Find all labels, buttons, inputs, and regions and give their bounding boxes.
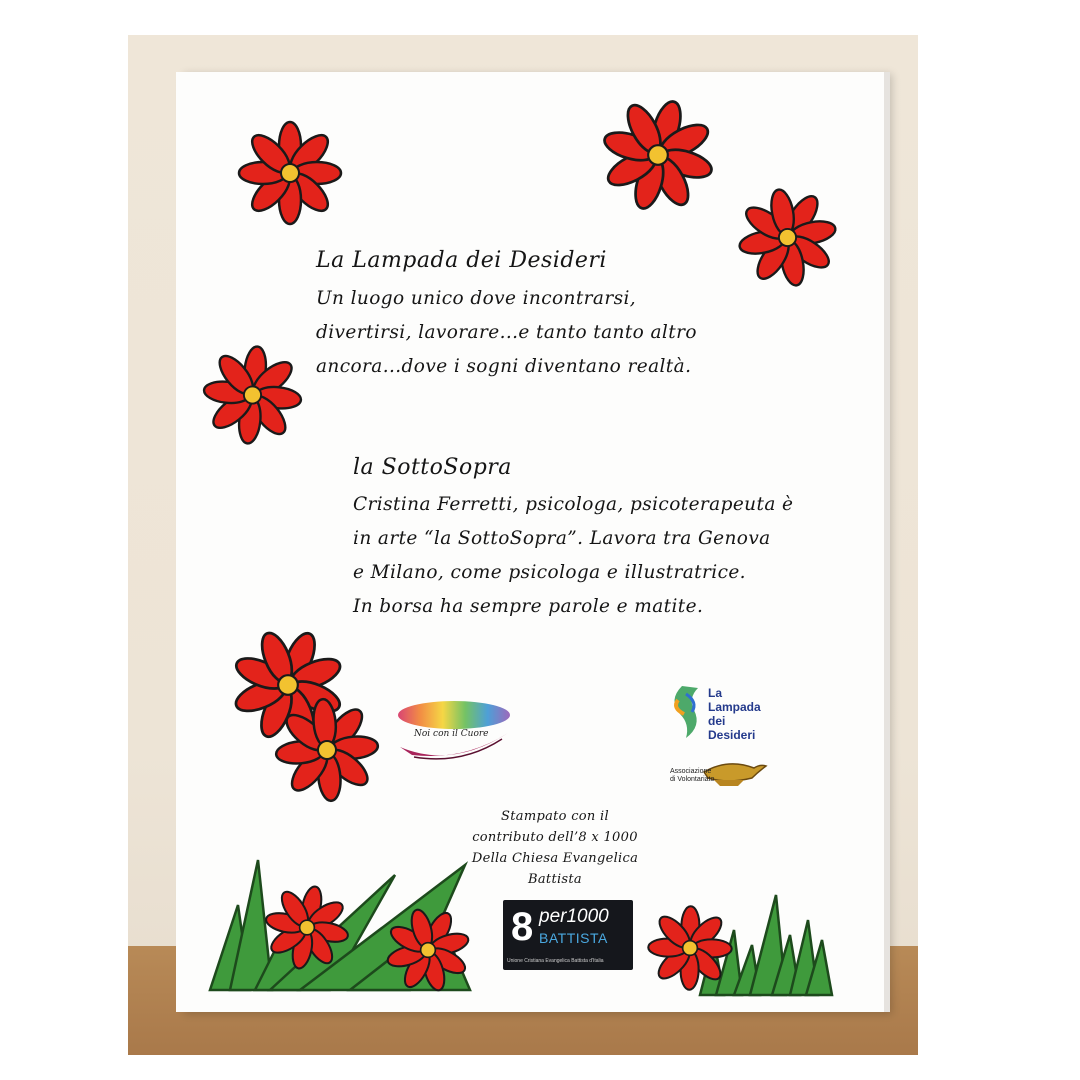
per-mille-text: per1000 [539,906,609,927]
credit-text [460,806,650,890]
credit-line: Battista [528,872,582,887]
lampada-logo-line: Desideri [708,728,756,742]
red-flower [598,95,718,215]
lampada-logo-sub-line: Associazione [670,768,712,775]
battista-text: BATTISTA [539,930,608,946]
red-flower [645,898,735,998]
lampada-logo-line: dei [708,714,726,728]
lampada-logo-sub-line: di Volontariato [670,776,715,783]
noi-con-il-cuore-logo [392,695,522,775]
section2-body [353,488,793,624]
lampada-logo-sub [670,768,714,784]
section1-line: Un luogo unico dove incontrarsi, [316,288,637,309]
section2-line: in arte “la SottoSopra”. Lavora tra Genova [353,528,771,549]
section2-title: la SottoSopra [353,455,512,480]
lampada-logo-line: Lampada [708,700,761,714]
lampada-logo [668,680,768,790]
noi-logo-text: Noi con il Cuore [414,729,489,739]
section2-line: e Milano, come psicologa e illustratrice. [353,562,746,583]
red-flower [383,905,473,995]
flower-center [300,920,315,935]
red-flower [272,695,382,805]
lampada-logo-line: La [708,686,723,700]
otto-per-mille-logo [503,900,633,970]
red-flower [735,185,840,290]
red-flower [200,340,305,450]
section2-line: In borsa ha sempre parole e matite. [353,596,704,617]
section1-title: La Lampada dei Desideri [316,248,607,273]
flower-center [648,145,668,165]
credit-line: contributo dell’8 x 1000 [472,830,638,845]
flower-center [244,386,261,403]
credit-line: Della Chiesa Evangelica [471,851,639,866]
flower-center [278,675,298,695]
ucebi-footer: Unione Cristiana Evangelica Battista d'Italia [507,958,604,964]
section1-line: ancora...dove i sogni diventano realtà. [316,356,692,377]
lampada-logo-title [708,686,761,742]
credit-line: Stampato con il [501,809,609,824]
flower-center [683,941,698,956]
flower-center [421,943,436,958]
red-flower [235,118,345,228]
flower-center [318,741,336,759]
section1-line: divertirsi, lavorare...e tanto tanto altro [316,322,697,343]
section2-line: Cristina Ferretti, psicologa, psicoterapeuta è [353,494,794,515]
flower-center [779,229,796,246]
section1-body [316,282,697,384]
otto-digit: 8 [511,905,534,949]
red-flower [262,880,352,975]
flower-center [281,164,299,182]
